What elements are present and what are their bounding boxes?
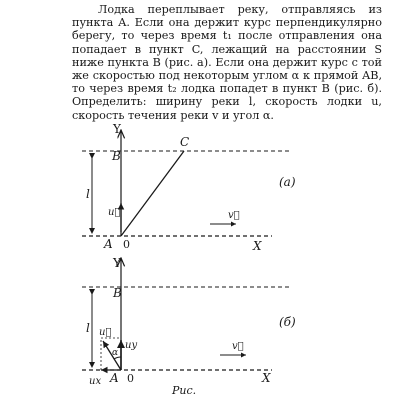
fig-a-tag: (a)	[279, 175, 296, 189]
fig-a-y-label: Y	[113, 122, 121, 136]
fig-b-origin: 0	[127, 372, 134, 385]
fig-b-ux-label: ux	[89, 376, 102, 387]
figure-b	[82, 256, 296, 387]
fig-a-width-label: l	[86, 187, 90, 201]
fig-b-boat-velocity-label: u⃗	[99, 327, 112, 338]
fig-a-x-label: X	[253, 239, 262, 253]
fig-b-y-label: Y	[113, 256, 121, 270]
fig-b-current-label: v⃗	[232, 341, 244, 352]
fig-a-origin: 0	[123, 238, 130, 251]
fig-b-point-a: A	[110, 371, 119, 385]
fig-a-current-label: v⃗	[228, 210, 240, 221]
fig-a-point-b: B	[112, 149, 121, 163]
fig-a-point-a: A	[104, 237, 113, 251]
fig-b-tag: (б)	[279, 315, 296, 329]
fig-a-boat-velocity-label: u⃗	[108, 207, 121, 218]
fig-b-x-label: X	[262, 371, 271, 385]
fig-b-angle-label: α	[112, 348, 119, 358]
fig-b-uy-label: uy	[125, 340, 138, 351]
fig-a-path-ac	[121, 151, 184, 236]
fig-b-width-label: l	[86, 321, 90, 335]
fig-a-point-c: C	[180, 135, 190, 149]
problem-text: Лодка переплывает реку, отправляясь из пункта A. Если она держит курс перпендикулярно берегу, то через время t₁ после отправления она попадает в пункт C, лежащий на расстоянии S ниже пункта B (рис. а). Если она держит курс с той же скоростью под некоторым углом α к прямой AB, то через время t₂ лодка попадет в пункт B (рис. б). Определить: ширину реки l, скорость лодки u, скорость течения реки v и угол α.	[72, 3, 382, 122]
figure-caption: Рис.	[172, 384, 197, 397]
figure-a	[82, 122, 296, 253]
fig-b-point-b: B	[113, 286, 122, 300]
